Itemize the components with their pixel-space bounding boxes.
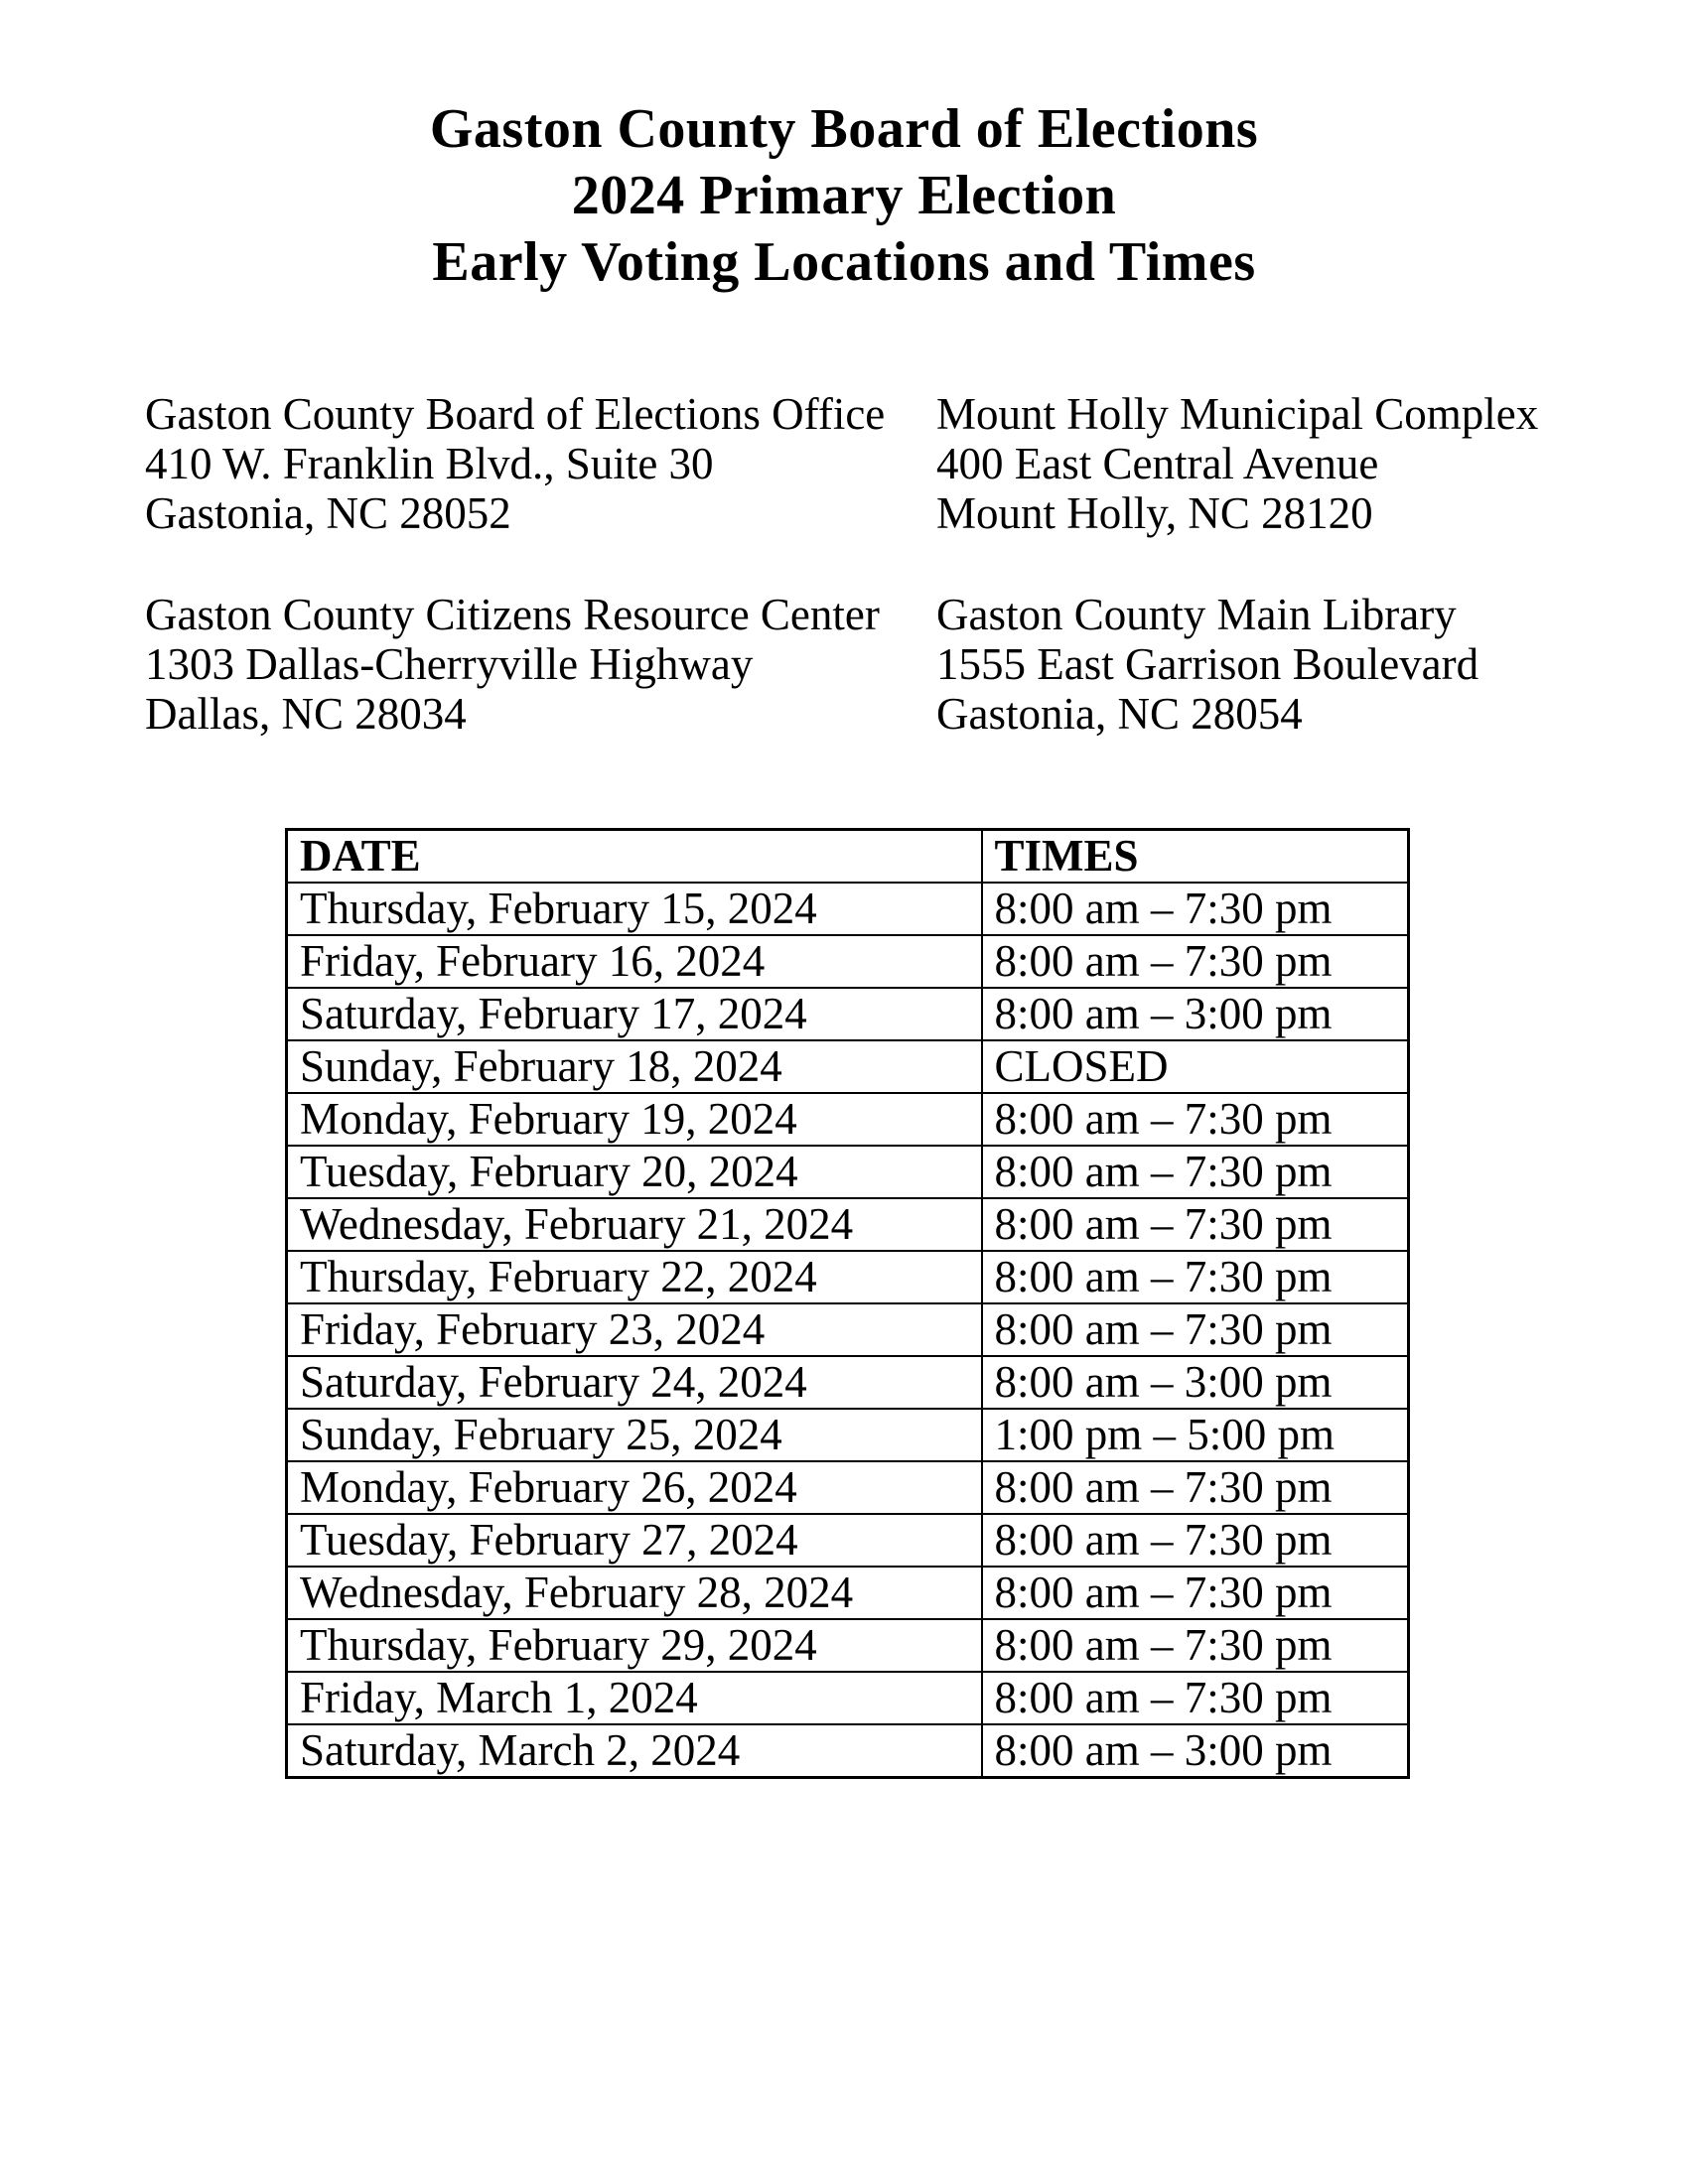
table-row [287, 1093, 1409, 1146]
date-cell: Friday, February 16, 2024 [287, 935, 982, 988]
table-row [287, 1303, 1409, 1356]
date-cell: Wednesday, February 21, 2024 [287, 1198, 982, 1251]
table-row [287, 1146, 1409, 1198]
location-block-mount-holly-complex [936, 389, 1538, 538]
time-cell: 8:00 am – 3:00 pm [982, 1356, 1409, 1409]
table-row [287, 1356, 1409, 1409]
location-name: Gaston County Citizens Resource Center [145, 590, 880, 639]
times-column-header: TIMES [982, 830, 1409, 884]
time-cell: 8:00 am – 3:00 pm [982, 988, 1409, 1040]
table-row [287, 1672, 1409, 1724]
location-city: Mount Holly, NC 28120 [936, 488, 1373, 538]
date-cell: Saturday, February 17, 2024 [287, 988, 982, 1040]
time-cell: 8:00 am – 7:30 pm [982, 935, 1409, 988]
location-name: Gaston County Board of Elections Office [145, 389, 886, 439]
time-cell: 8:00 am – 7:30 pm [982, 1146, 1409, 1198]
document-title-line-2: 2024 Primary Election [571, 165, 1117, 226]
document-title [0, 96, 1688, 296]
date-cell: Sunday, February 18, 2024 [287, 1040, 982, 1093]
date-cell: Thursday, February 29, 2024 [287, 1619, 982, 1672]
time-cell: 8:00 am – 7:30 pm [982, 1198, 1409, 1251]
time-cell: 8:00 am – 7:30 pm [982, 1514, 1409, 1567]
location-name: Gaston County Main Library [936, 590, 1457, 639]
date-cell: Friday, March 1, 2024 [287, 1672, 982, 1724]
time-cell: 8:00 am – 3:00 pm [982, 1724, 1409, 1778]
time-cell: 8:00 am – 7:30 pm [982, 1567, 1409, 1619]
table-row [287, 1040, 1409, 1093]
location-block-citizens-resource-center [145, 590, 880, 739]
table-row [287, 1514, 1409, 1567]
location-street: 1303 Dallas-Cherryville Highway [145, 639, 754, 689]
table-row [287, 1198, 1409, 1251]
date-cell: Saturday, February 24, 2024 [287, 1356, 982, 1409]
early-voting-schedule-table [285, 828, 1410, 1779]
table-header-row [287, 830, 1409, 884]
date-cell: Tuesday, February 27, 2024 [287, 1514, 982, 1567]
location-city: Gastonia, NC 28052 [145, 488, 511, 538]
time-cell: 8:00 am – 7:30 pm [982, 1093, 1409, 1146]
location-city: Gastonia, NC 28054 [936, 689, 1303, 739]
table-row [287, 988, 1409, 1040]
time-cell: 8:00 am – 7:30 pm [982, 1672, 1409, 1724]
date-cell: Wednesday, February 28, 2024 [287, 1567, 982, 1619]
date-cell: Tuesday, February 20, 2024 [287, 1146, 982, 1198]
document-title-line-1: Gaston County Board of Elections [429, 98, 1259, 160]
location-name: Mount Holly Municipal Complex [936, 389, 1539, 439]
location-block-elections-office [145, 389, 885, 538]
date-cell: Monday, February 19, 2024 [287, 1093, 982, 1146]
table-row [287, 1619, 1409, 1672]
date-cell: Friday, February 23, 2024 [287, 1303, 982, 1356]
table-row [287, 883, 1409, 935]
time-cell: 8:00 am – 7:30 pm [982, 1619, 1409, 1672]
location-city: Dallas, NC 28034 [145, 689, 467, 739]
date-cell: Monday, February 26, 2024 [287, 1461, 982, 1514]
table-row [287, 1409, 1409, 1461]
document-title-line-3: Early Voting Locations and Times [432, 231, 1256, 293]
time-cell: CLOSED [982, 1040, 1409, 1093]
table-row [287, 1251, 1409, 1303]
time-cell: 8:00 am – 7:30 pm [982, 1303, 1409, 1356]
time-cell: 8:00 am – 7:30 pm [982, 1461, 1409, 1514]
location-street: 1555 East Garrison Boulevard [936, 639, 1479, 689]
date-column-header: DATE [287, 830, 982, 884]
time-cell: 1:00 pm – 5:00 pm [982, 1409, 1409, 1461]
location-street: 400 East Central Avenue [936, 439, 1379, 488]
table-row [287, 1567, 1409, 1619]
date-cell: Saturday, March 2, 2024 [287, 1724, 982, 1778]
table-row [287, 1724, 1409, 1778]
date-cell: Thursday, February 22, 2024 [287, 1251, 982, 1303]
location-block-main-library [936, 590, 1478, 739]
time-cell: 8:00 am – 7:30 pm [982, 1251, 1409, 1303]
date-cell: Thursday, February 15, 2024 [287, 883, 982, 935]
location-street: 410 W. Franklin Blvd., Suite 30 [145, 439, 714, 488]
table-row [287, 1461, 1409, 1514]
table-row [287, 935, 1409, 988]
time-cell: 8:00 am – 7:30 pm [982, 883, 1409, 935]
date-cell: Sunday, February 25, 2024 [287, 1409, 982, 1461]
